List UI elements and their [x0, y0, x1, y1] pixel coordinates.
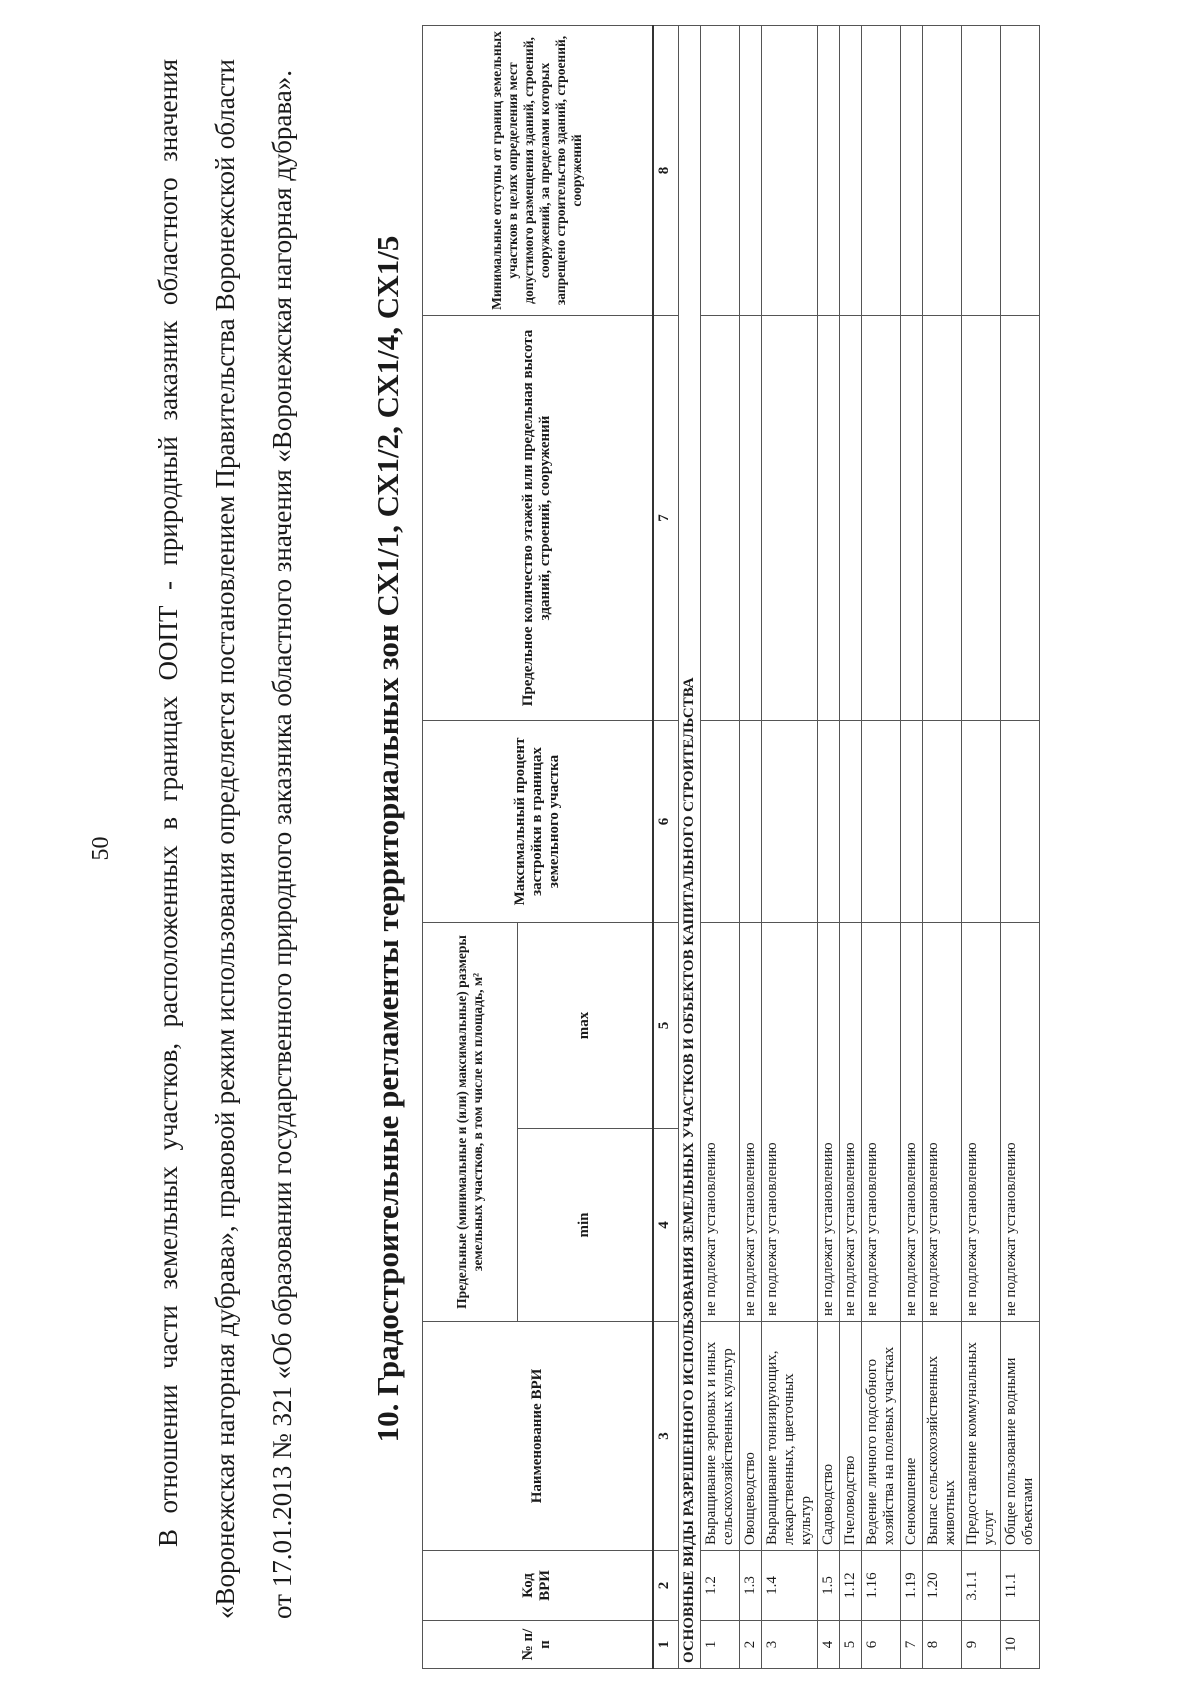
column-number-cell: 5: [653, 922, 679, 1128]
row-num: 5: [839, 1621, 861, 1669]
row-floors: [839, 315, 861, 720]
row-name: Овощеводство: [739, 1322, 761, 1551]
row-floors: [739, 315, 761, 720]
row-code: 1.2: [700, 1551, 739, 1621]
row-size-limit: не подлежат установлению: [761, 922, 817, 1321]
row-name: Предоставление коммунальных услуг: [961, 1322, 1000, 1551]
row-percent: [839, 720, 861, 922]
section-title: 10. Градостроительные регламенты территориальных зон СХ1/1, СХ1/2, СХ1/4, СХ1/5: [370, 235, 405, 1443]
row-percent: [761, 720, 817, 922]
table-row: [861, 25, 900, 1668]
row-code: 1.12: [839, 1551, 861, 1621]
column-number-cell: 7: [653, 315, 679, 720]
row-setback: [900, 25, 922, 315]
row-name: Сенокошение: [900, 1322, 922, 1551]
row-floors: [961, 315, 1000, 720]
row-code: 1.16: [861, 1551, 900, 1621]
row-num: 1: [700, 1621, 739, 1669]
row-code: 3.1.1: [961, 1551, 1000, 1621]
row-setback: [739, 25, 761, 315]
row-setback: [700, 25, 739, 315]
page-number: 50: [88, 836, 114, 861]
row-num: 3: [761, 1621, 817, 1669]
row-floors: [861, 315, 900, 720]
row-size-limit: не подлежат установлению: [700, 922, 739, 1321]
row-code: 1.19: [900, 1551, 922, 1621]
row-floors: [761, 315, 817, 720]
row-setback: [922, 25, 961, 315]
row-percent: [739, 720, 761, 922]
row-setback: [1000, 25, 1039, 315]
header-num: № п/п: [423, 1621, 653, 1669]
row-floors: [700, 315, 739, 720]
row-percent: [900, 720, 922, 922]
header-floors: Предельное количество этажей или предельная высота зданий, строений, сооружений: [423, 315, 653, 720]
group-title: ОСНОВНЫЕ ВИДЫ РАЗРЕШЕННОГО ИСПОЛЬЗОВАНИЯ ЗЕМЕЛЬНЫХ УЧАСТКОВ И ОБЪЕКТОВ КАПИТАЛЬНОГО СТРОИТЕЛЬСТВА: [678, 25, 700, 1668]
row-code: 1.3: [739, 1551, 761, 1621]
row-name: Садоводство: [817, 1322, 839, 1551]
column-number-cell: 6: [653, 720, 679, 922]
table-row: [817, 25, 839, 1668]
table-row: [839, 25, 861, 1668]
header-row-1: [423, 25, 518, 1668]
column-number-cell: 2: [653, 1551, 679, 1621]
row-num: 6: [861, 1621, 900, 1669]
row-size-limit: не подлежат установлению: [922, 922, 961, 1321]
row-size-limit: не подлежат установлению: [961, 922, 1000, 1321]
row-percent: [817, 720, 839, 922]
table-row: [700, 25, 739, 1668]
row-name: Пчеловодство: [839, 1322, 861, 1551]
table-row: [739, 25, 761, 1668]
row-setback: [861, 25, 900, 315]
column-number-cell: 3: [653, 1322, 679, 1551]
row-num: 9: [961, 1621, 1000, 1669]
table-row: [922, 25, 961, 1668]
row-percent: [1000, 720, 1039, 922]
header-percent: Максимальный процент застройки в границах земельного участка: [423, 720, 653, 922]
column-number-cell: 1: [653, 1621, 679, 1669]
row-setback: [817, 25, 839, 315]
column-number-cell: 8: [653, 25, 679, 315]
row-setback: [761, 25, 817, 315]
row-percent: [861, 720, 900, 922]
row-num: 2: [739, 1621, 761, 1669]
row-percent: [961, 720, 1000, 922]
header-name: Наименование ВРИ: [423, 1322, 653, 1551]
row-code: 1.20: [922, 1551, 961, 1621]
group-row: [678, 25, 700, 1668]
row-setback: [839, 25, 861, 315]
row-name: Общее пользование водными объектами: [1000, 1322, 1039, 1551]
row-code: 11.1: [1000, 1551, 1039, 1621]
row-size-limit: не подлежат установлению: [1000, 922, 1039, 1321]
row-floors: [922, 315, 961, 720]
row-code: 1.5: [817, 1551, 839, 1621]
row-size-limit: не подлежат установлению: [900, 922, 922, 1321]
row-num: 7: [900, 1621, 922, 1669]
row-setback: [961, 25, 1000, 315]
header-setback: Минимальные отступы от границ земельных участков в целях определения мест допустимого размещения зданий, строений, сооружений, за пределами которых запрещено строительство зданий, строений, сооружений: [423, 25, 653, 315]
regulations-table: [422, 25, 1040, 1669]
header-min: min: [518, 1129, 653, 1322]
column-numbers-row: [653, 25, 679, 1668]
row-name: Ведение личного подсобного хозяйства на полевых участках: [861, 1322, 900, 1551]
header-code: Код ВРИ: [423, 1551, 653, 1621]
column-number-cell: 4: [653, 1129, 679, 1322]
row-name: Выращивание тонизирующих, лекарственных, цветочных культур: [761, 1322, 817, 1551]
row-floors: [817, 315, 839, 720]
intro-paragraph: В отношении части земельных участков, расположенных в границах ООПТ - природный заказник областного значения «Воронежская нагорная дубрава», правовой режим использования определяется постановлением Правительства Воронежской области от 17.01.2013 № 321 «Об образовании государственного природного заказника областного значения «Воронежская нагорная дубрава».: [153, 59, 297, 1619]
row-num: 4: [817, 1621, 839, 1669]
table-row: [761, 25, 817, 1668]
row-size-limit: не подлежат установлению: [739, 922, 761, 1321]
row-size-limit: не подлежат установлению: [817, 922, 839, 1321]
table-row: [900, 25, 922, 1668]
row-num: 10: [1000, 1621, 1039, 1669]
header-size-group: Предельные (минимальные и (или) максимальные) размеры земельных участков, в том числе их площадь, м²: [423, 922, 518, 1321]
row-code: 1.4: [761, 1551, 817, 1621]
row-name: Выращивание зерновых и иных сельскохозяйственных культур: [700, 1322, 739, 1551]
header-max: max: [518, 922, 653, 1128]
row-name: Выпас сельскохозяйственных животных: [922, 1322, 961, 1551]
row-percent: [922, 720, 961, 922]
row-percent: [700, 720, 739, 922]
row-floors: [1000, 315, 1039, 720]
row-size-limit: не подлежат установлению: [839, 922, 861, 1321]
table-row: [961, 25, 1000, 1668]
row-size-limit: не подлежат установлению: [861, 922, 900, 1321]
row-floors: [900, 315, 922, 720]
row-num: 8: [922, 1621, 961, 1669]
table-row: [1000, 25, 1039, 1668]
